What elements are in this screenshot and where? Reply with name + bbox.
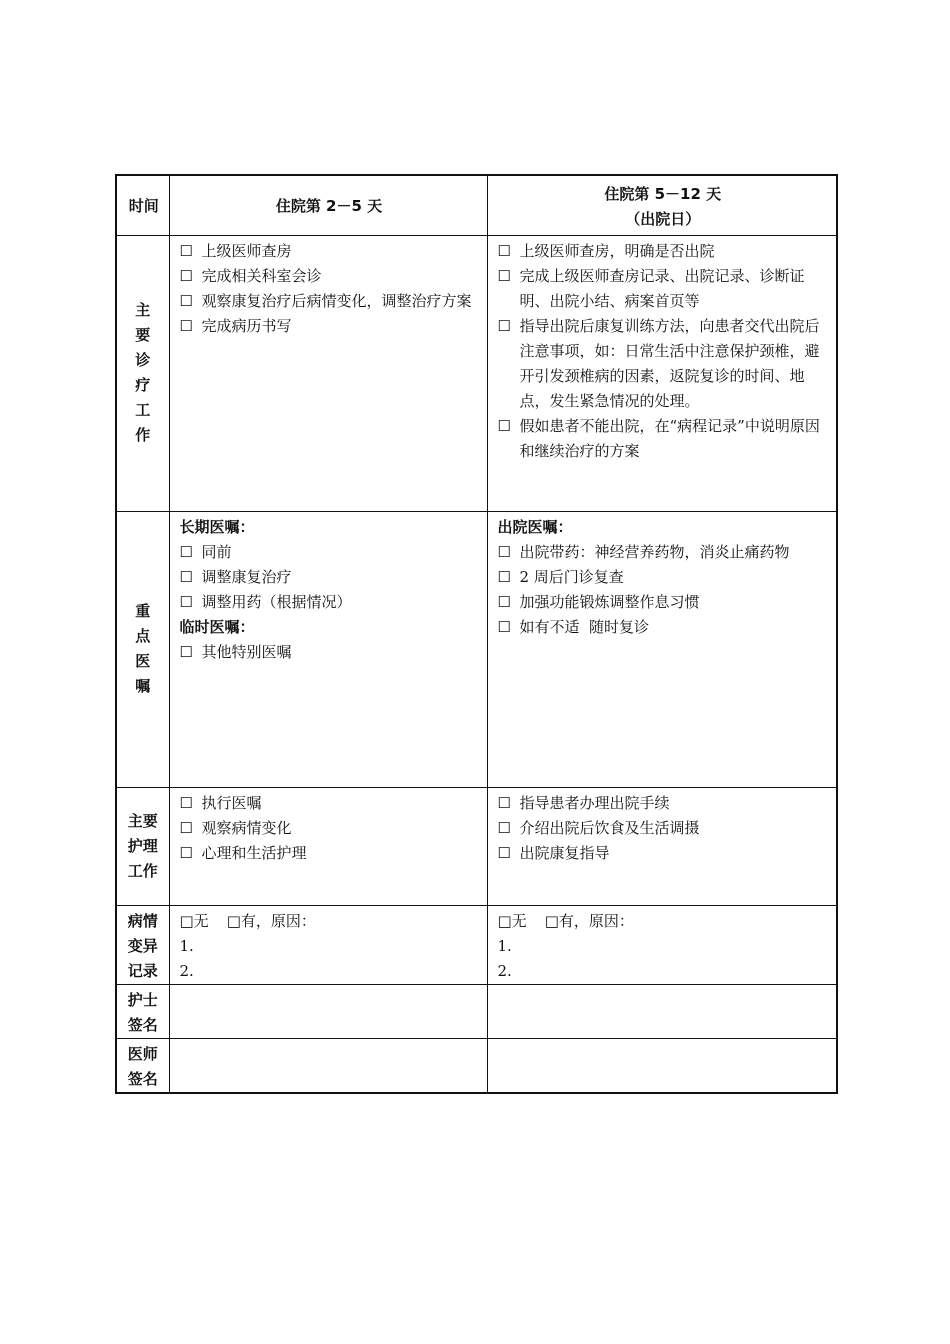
day-5-12-title: 住院第 5－12 天 xyxy=(604,184,722,203)
checklist-item[interactable]: ☐ 完成病历书写 xyxy=(180,314,479,339)
variation-reason-2[interactable]: 2. xyxy=(179,961,194,980)
checkbox-icon[interactable]: ☐ xyxy=(497,416,511,435)
clinical-pathway-sheet xyxy=(115,174,836,1094)
variation-label: 病情变异记录 xyxy=(116,905,169,984)
long-term-orders-title: 长期医嘱： xyxy=(179,517,255,536)
discharge-orders-title: 出院医嘱： xyxy=(497,517,573,536)
checkbox-icon[interactable]: ☐ xyxy=(497,316,511,335)
doctor-sign-col1[interactable] xyxy=(169,1038,487,1093)
main-work-label: 主要诊疗工作 xyxy=(116,235,169,511)
doctor-sign-label: 医师签名 xyxy=(116,1038,169,1093)
nursing-col2 xyxy=(487,787,837,905)
doctor-sign-col2[interactable] xyxy=(487,1038,837,1093)
variation-reason-1[interactable]: 1. xyxy=(179,936,194,955)
checklist-item[interactable]: ☐ 上级医师查房 xyxy=(180,239,479,264)
checkbox-icon[interactable]: ☐ xyxy=(497,241,511,260)
checklist-item[interactable]: ☐ 介绍出院后饮食及生活调摄 xyxy=(498,816,829,841)
discharge-day-subtitle: （出院日） xyxy=(625,209,701,228)
time-header: 时间 xyxy=(116,175,169,235)
nurse-sign-label: 护士签名 xyxy=(116,984,169,1038)
day-2-5-header: 住院第 2－5 天 xyxy=(169,175,487,235)
checkbox-icon[interactable]: ☐ xyxy=(497,592,511,611)
checkbox-icon[interactable]: ☐ xyxy=(179,793,193,812)
checkbox-icon[interactable]: ☐ xyxy=(179,241,193,260)
checklist-item[interactable]: ☐ 其他特别医嘱 xyxy=(180,640,479,665)
checkbox-icon[interactable]: ☐ xyxy=(497,793,511,812)
checkbox-icon[interactable]: ☐ xyxy=(179,316,193,335)
checkbox-icon[interactable]: ☐ xyxy=(179,843,193,862)
orders-col1 xyxy=(169,511,487,787)
variation-none-option[interactable]: □无 xyxy=(497,911,527,930)
variation-options xyxy=(498,909,829,934)
checklist-item[interactable]: ☐ 如有不适 随时复诊 xyxy=(498,615,829,640)
doctor-sign-row xyxy=(116,1038,837,1093)
checklist-item[interactable]: ☐ 完成上级医师查房记录、出院记录、诊断证明、出院小结、病案首页等 xyxy=(498,264,829,314)
orders-label: 重点医嘱 xyxy=(116,511,169,787)
checklist-item[interactable]: ☐ 观察康复治疗后病情变化，调整治疗方案 xyxy=(180,289,479,314)
checkbox-icon[interactable]: ☐ xyxy=(179,266,193,285)
checklist-item[interactable]: ☐ 调整康复治疗 xyxy=(180,565,479,590)
nurse-sign-col2[interactable] xyxy=(487,984,837,1038)
nurse-sign-col1[interactable] xyxy=(169,984,487,1038)
checkbox-icon[interactable]: ☐ xyxy=(179,291,193,310)
pathway-table xyxy=(115,174,838,1094)
checkbox-icon[interactable]: ☐ xyxy=(497,542,511,561)
main-work-row xyxy=(116,235,837,511)
main-work-col1 xyxy=(169,235,487,511)
checkbox-icon[interactable]: ☐ xyxy=(497,567,511,586)
checkbox-icon[interactable]: ☐ xyxy=(497,617,511,636)
checklist-item[interactable]: ☐ 观察病情变化 xyxy=(180,816,479,841)
checklist-item[interactable]: ☐ 执行医嘱 xyxy=(180,791,479,816)
variation-col1 xyxy=(169,905,487,984)
checklist-item[interactable]: ☐ 假如患者不能出院，在“病程记录”中说明原因和继续治疗的方案 xyxy=(498,414,829,464)
checklist-item[interactable]: ☐ 出院带药：神经营养药物，消炎止痛药物 xyxy=(498,540,829,565)
checklist-item[interactable]: ☐ 加强功能锻炼调整作息习惯 xyxy=(498,590,829,615)
orders-row xyxy=(116,511,837,787)
checklist-item[interactable]: ☐ 完成相关科室会诊 xyxy=(180,264,479,289)
nursing-col1 xyxy=(169,787,487,905)
checkbox-icon[interactable]: ☐ xyxy=(179,642,193,661)
checkbox-icon[interactable]: ☐ xyxy=(179,567,193,586)
nursing-row xyxy=(116,787,837,905)
temporary-orders-title: 临时医嘱： xyxy=(179,617,255,636)
checklist-item[interactable]: ☐ 调整用药（根据情况） xyxy=(180,590,479,615)
nursing-label: 主要护理工作 xyxy=(116,787,169,905)
checkbox-icon[interactable]: ☐ xyxy=(497,818,511,837)
checklist-item[interactable]: ☐ 心理和生活护理 xyxy=(180,841,479,866)
variation-reason-2[interactable]: 2. xyxy=(497,961,512,980)
variation-col2 xyxy=(487,905,837,984)
variation-none-option[interactable]: □无 xyxy=(179,911,209,930)
checklist-item[interactable]: ☐ 2 周后门诊复查 xyxy=(498,565,829,590)
variation-has-option[interactable]: □有，原因： xyxy=(226,911,316,930)
main-work-col2 xyxy=(487,235,837,511)
variation-options xyxy=(180,909,479,934)
checklist-item[interactable]: ☐ 上级医师查房，明确是否出院 xyxy=(498,239,829,264)
checkbox-icon[interactable]: ☐ xyxy=(497,843,511,862)
day-5-12-header xyxy=(487,175,837,235)
nurse-sign-row xyxy=(116,984,837,1038)
checklist-item[interactable]: ☐ 出院康复指导 xyxy=(498,841,829,866)
header-row xyxy=(116,175,837,235)
checkbox-icon[interactable]: ☐ xyxy=(497,266,511,285)
checklist-item[interactable]: ☐ 指导患者办理出院手续 xyxy=(498,791,829,816)
variation-has-option[interactable]: □有，原因： xyxy=(544,911,634,930)
variation-reason-1[interactable]: 1. xyxy=(497,936,512,955)
checklist-item[interactable]: ☐ 同前 xyxy=(180,540,479,565)
checkbox-icon[interactable]: ☐ xyxy=(179,592,193,611)
checklist-item[interactable]: ☐ 指导出院后康复训练方法，向患者交代出院后注意事项，如：日常生活中注意保护颈椎，避开引发颈椎病的因素，返院复诊的时间、地点，发生紧急情况的处理。 xyxy=(498,314,829,414)
checkbox-icon[interactable]: ☐ xyxy=(179,542,193,561)
checkbox-icon[interactable]: ☐ xyxy=(179,818,193,837)
variation-row xyxy=(116,905,837,984)
orders-col2 xyxy=(487,511,837,787)
